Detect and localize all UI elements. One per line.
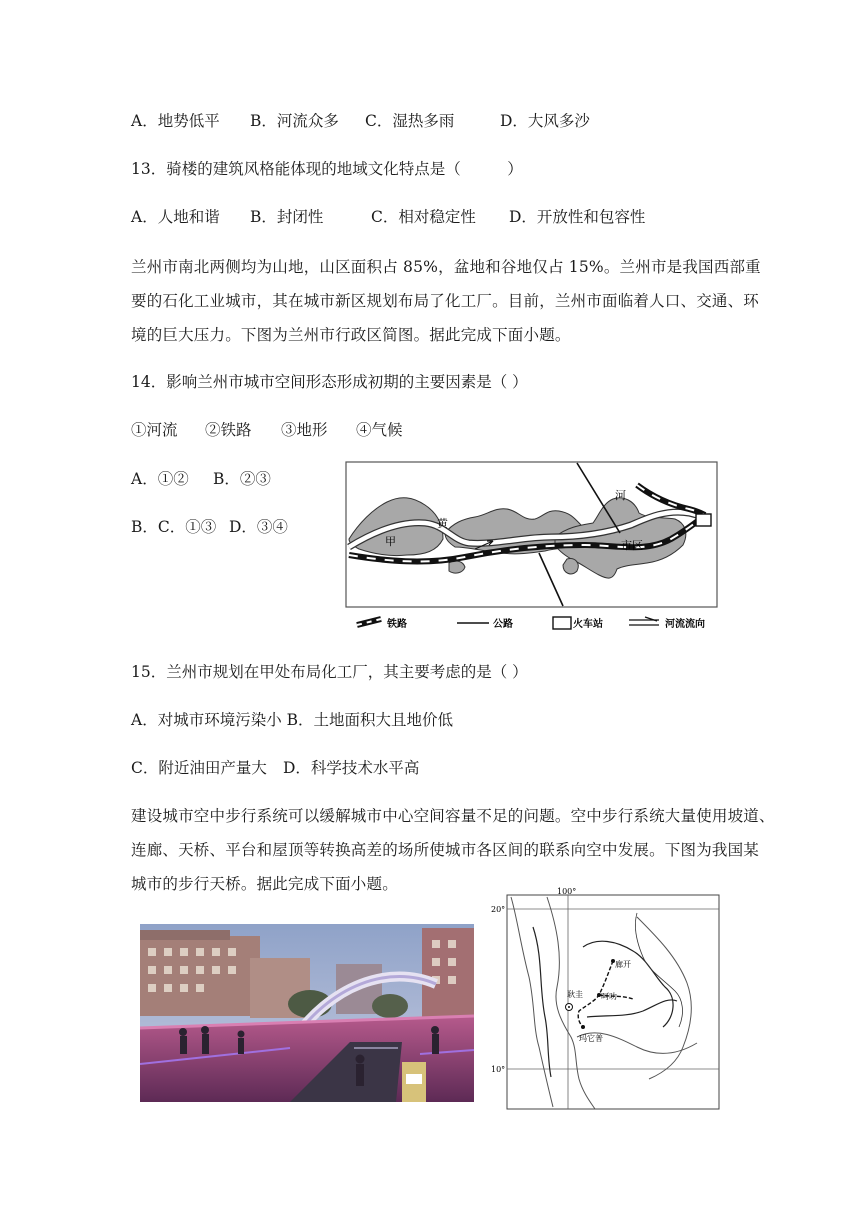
q12-option-d: D．大风多沙	[500, 112, 590, 130]
q14-item-2: ②铁路	[205, 421, 252, 439]
map-legend	[357, 617, 705, 630]
map-label-jia: 甲	[385, 535, 396, 548]
q13-option-b: B．封闭性	[250, 208, 324, 226]
q15-stem: 15．兰州市规划在甲处布局化工厂，其主要考虑的是（ ）	[131, 663, 528, 681]
lanzhou-passage-line-3: 境的巨大压力。下图为兰州市行政区简图。据此完成下面小题。	[131, 326, 571, 344]
lanzhou-passage	[131, 250, 761, 352]
place-label-mat: 玛它普	[579, 1034, 603, 1043]
q14-option-c: B．C．①③	[131, 518, 217, 536]
legend-road-label: 公路	[493, 619, 513, 630]
lanzhou-passage-line-1: 兰州市南北两侧均为山地，山区面积占 85%，盆地和谷地仅占 15%。兰州市是我国西部重	[131, 258, 761, 276]
legend-railway-label: 铁路	[387, 619, 407, 630]
q12-option-b: B．河流众多	[250, 112, 339, 130]
lat-label-20: 20°	[491, 905, 506, 914]
q12-option-a: A．地势低平	[131, 112, 220, 130]
q14-option-d: D．③④	[229, 518, 288, 536]
legend-station-label: 火车站	[573, 619, 603, 630]
q15-option-c: C．附近油田产量大	[131, 759, 267, 777]
q15-options-ab: A．对城市环境污染小 B．土地面积大且地价低	[131, 711, 454, 729]
lon-label-100: 100°	[557, 887, 577, 896]
q15-option-d: D．科学技术水平高	[283, 759, 420, 777]
q14-option-a: A．①②	[131, 470, 189, 488]
southeast-asia-map	[487, 887, 727, 1111]
q14-option-b: B．②③	[213, 470, 271, 488]
place-label-bus: 呵叻	[601, 992, 617, 1001]
q14-item-1: ①河流	[131, 421, 178, 439]
map-label-huang: 黄	[437, 517, 448, 530]
place-label-vientiane: 廊开	[615, 960, 631, 969]
q14-item-3: ③地形	[281, 421, 328, 439]
q14-item-4: ④气候	[356, 421, 403, 439]
skywalk-passage-line-3: 城市的步行天桥。据此完成下面小题。	[131, 875, 398, 893]
place-label-rung: 耿圭	[567, 990, 583, 999]
q12-option-c: C．湿热多雨	[365, 112, 455, 130]
lat-label-10: 10°	[491, 1065, 506, 1074]
q13-stem: 13．骑楼的建筑风格能体现的地域文化特点是（ ）	[131, 160, 523, 178]
skywalk-passage-line-1: 建设城市空中步行系统可以缓解城市中心空间容量不足的问题。空中步行系统大量使用坡道、	[131, 807, 775, 825]
pedestrian-bridge-photo	[140, 924, 474, 1102]
map-label-shiqu: 市区	[621, 539, 643, 552]
q13-option-c: C．相对稳定性	[371, 208, 476, 226]
skywalk-passage	[131, 799, 775, 901]
legend-river-flow-label: 河流流向	[665, 619, 705, 630]
map-label-he: 河	[615, 489, 626, 502]
q13-option-d: D．开放性和包容性	[509, 208, 646, 226]
skywalk-passage-line-2: 连廊、天桥、平台和屋顶等转换高差的场所使城市各区间的联系向空中发展。下图为我国某	[131, 841, 760, 859]
q14-stem: 14．影响兰州市城市空间形态形成初期的主要因素是（ ）	[131, 373, 528, 391]
lanzhou-map	[345, 461, 719, 637]
lanzhou-passage-line-2: 要的石化工业城市，其在城市新区规划布局了化工厂。目前，兰州市面临着人口、交通、环	[131, 292, 760, 310]
q13-option-a: A．人地和谐	[131, 208, 220, 226]
